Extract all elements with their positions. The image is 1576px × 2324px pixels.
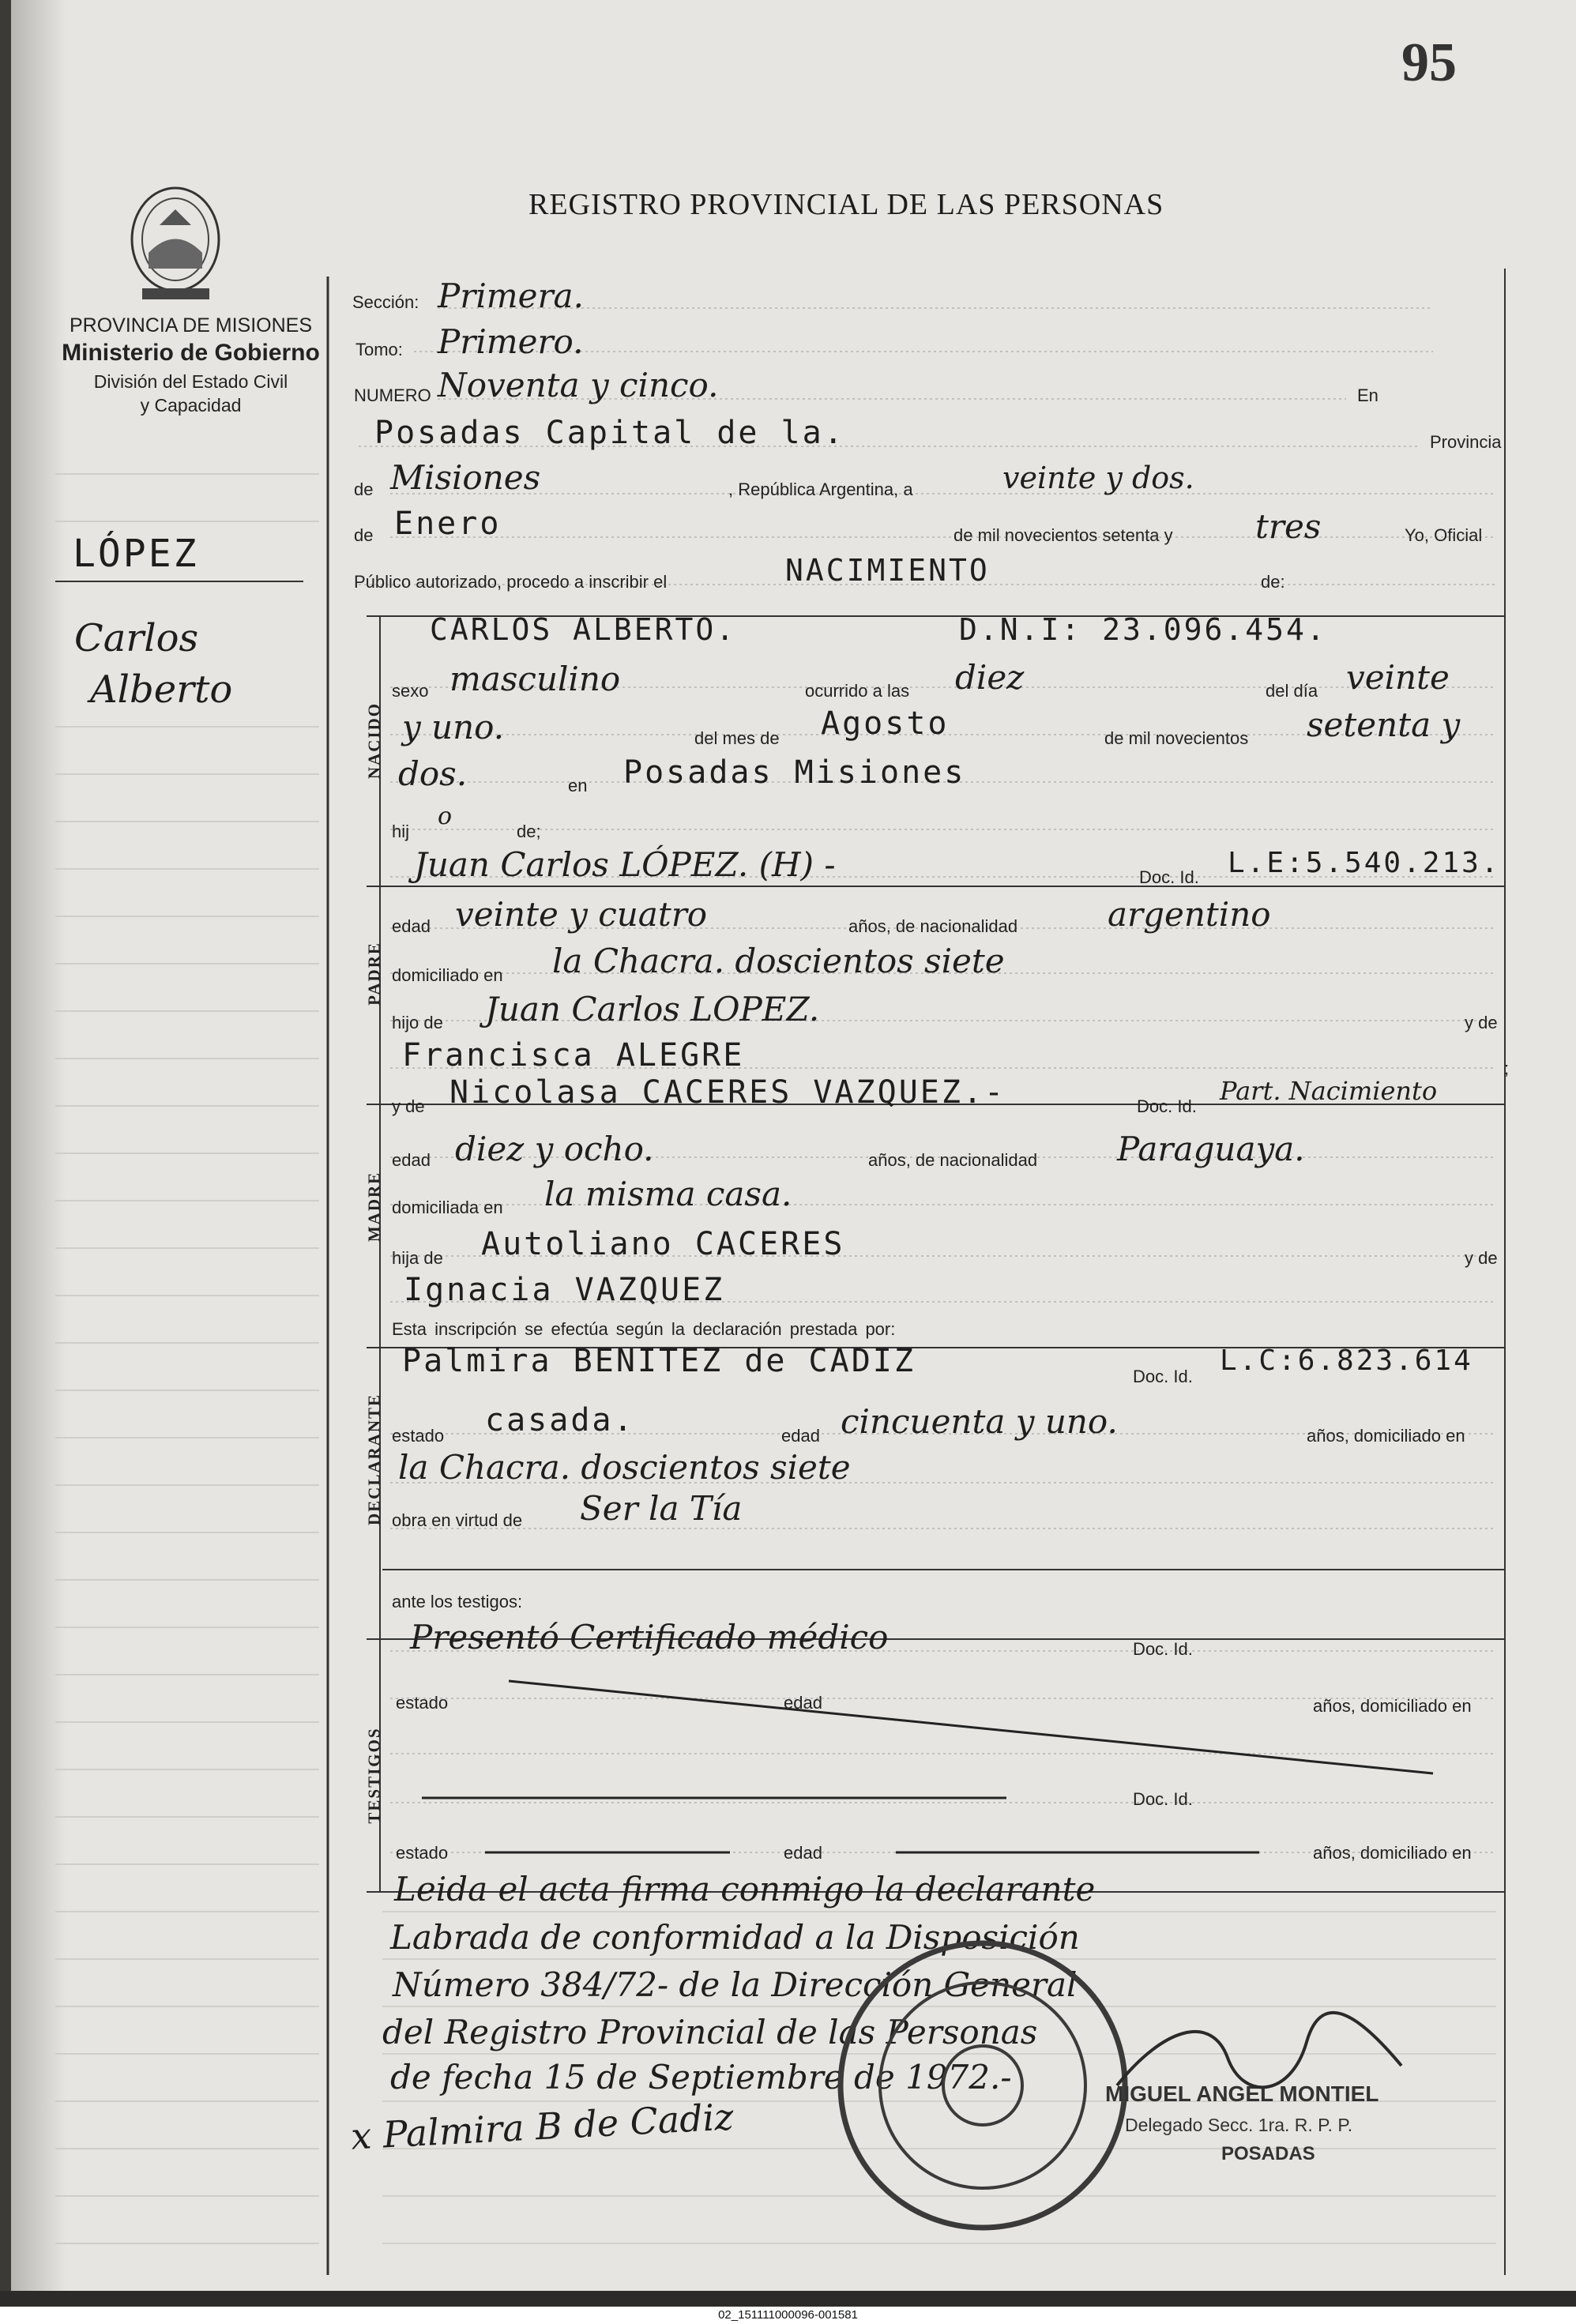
tomo-label: Tomo: — [355, 340, 403, 359]
padre-dom-label: domiciliado en — [392, 965, 503, 985]
closing-line-5: de fecha 15 de Septiembre de 1972.- — [390, 2058, 1012, 2096]
anio-value: tres — [1255, 507, 1322, 546]
padre-nacionalidad: argentino — [1108, 895, 1271, 934]
seccion-value: Primera. — [438, 276, 584, 315]
scan-footer — [0, 2291, 1576, 2324]
tomo-value: Primero. — [438, 322, 584, 361]
de-label-2: de — [354, 525, 374, 545]
padre-padre-de: Juan Carlos LOPEZ. — [485, 990, 820, 1029]
hij-label: hij — [392, 822, 410, 841]
declarante-domicilio: la Chacra. doscientos siete — [398, 1448, 851, 1487]
declarante-anios-label: años, domiciliado en — [1307, 1426, 1465, 1446]
dia-value: veinte y dos. — [1002, 461, 1194, 495]
mil-label: de mil novecientos — [1104, 728, 1249, 748]
testigo-1-estado-label: estado — [396, 1693, 449, 1713]
section-label-padre: PADRE — [364, 942, 384, 1006]
hij-de-label: de; — [517, 822, 541, 841]
margin-ruled-lines — [55, 474, 319, 2243]
mes-nacimiento: Agosto — [821, 705, 950, 742]
closing-line-3: Número 384/72- de la Dirección General — [393, 1965, 1078, 2004]
section-label-madre: MADRE — [364, 1171, 384, 1243]
madre-padre-de: Autoliano CACERES — [481, 1226, 845, 1262]
lugar-value: Posadas Capital de la. — [374, 415, 845, 451]
provincia-value: Misiones — [390, 458, 541, 497]
dia-nacimiento-2: y uno. — [402, 708, 505, 746]
margin-given-name-2: Alberto — [90, 667, 233, 712]
mes-value: Enero — [394, 506, 502, 542]
official-city: POSADAS — [1221, 2143, 1315, 2164]
declarante-obra-label: obra en virtud de — [392, 1510, 523, 1530]
madre-madre-de: Ignacia VAZQUEZ — [404, 1272, 725, 1308]
declarante-edad: cincuenta y uno. — [841, 1402, 1118, 1441]
nacido-dni: D.N.I: 23.096.454. — [959, 612, 1327, 647]
madre-doc: Part. Nacimiento — [1220, 1076, 1438, 1106]
testigo-1: Presentó Certificado médico — [410, 1618, 889, 1657]
republica-label: , República Argentina, a — [728, 479, 913, 499]
declarante-intro: Esta inscripción se efectúa según la declaración prestada por: — [392, 1319, 896, 1339]
madre-nac-label: años, de nacionalidad — [868, 1150, 1038, 1170]
numero-value: Noventa y cinco. — [438, 366, 719, 404]
emblem-province: PROVINCIA DE MISIONES — [69, 314, 312, 337]
mes-label: del mes de — [694, 728, 780, 748]
lugar-nacimiento: Posadas Misiones — [623, 754, 966, 791]
padre-madre-de: Francisca ALEGRE — [402, 1037, 745, 1074]
official-role: Delegado Secc. 1ra. R. P. P. — [1125, 2115, 1353, 2135]
dia-nacimiento: veinte — [1346, 658, 1450, 697]
sexo-label: sexo — [392, 681, 429, 701]
anio-nacimiento: setenta y — [1307, 705, 1461, 744]
provincia-label: Provincia — [1430, 432, 1502, 452]
testigo-2-doc-label: Doc. Id. — [1133, 1789, 1193, 1809]
padre-doc: L.E:5.540.213. — [1228, 847, 1501, 879]
section-label-nacido: NACIDO — [364, 701, 384, 780]
numero-label: NUMERO — [354, 385, 431, 405]
ocurrido-label: ocurrido a las — [805, 681, 910, 701]
madre-edad: diez y ocho. — [455, 1130, 654, 1168]
padre-edad: veinte y cuatro — [455, 895, 708, 934]
padre-hijo-label: hijo de — [392, 1013, 443, 1032]
madre-nombre: Nicolasa CACERES VAZQUEZ.- — [449, 1074, 1006, 1111]
madre-dom-label: domiciliada en — [392, 1198, 503, 1217]
margin-surname: LÓPEZ — [73, 532, 199, 576]
declarante-estado: casada. — [485, 1402, 635, 1438]
margin-given-name-1: Carlos — [74, 616, 199, 660]
tipo-value: NACIMIENTO — [785, 553, 990, 588]
province-coat-of-arms — [118, 178, 233, 304]
page-number: 95 — [1401, 32, 1457, 93]
padre-edad-label: edad — [392, 916, 431, 936]
madre-edad-label: edad — [392, 1150, 431, 1170]
emblem-division-2: y Capacidad — [140, 395, 242, 416]
padre-nombre: Juan Carlos LÓPEZ. (H) - — [414, 845, 836, 884]
padre-nac-label: años, de nacionalidad — [848, 916, 1018, 936]
sexo-value: masculino — [449, 660, 621, 698]
official-signature-scribble — [1101, 2010, 1417, 2097]
declarante-doc-label: Doc. Id. — [1133, 1367, 1193, 1386]
padre-domicilio: la Chacra. doscientos siete — [552, 942, 1005, 980]
nacido-nombre: CARLOS ALBERTO. — [430, 612, 737, 647]
closing-line-4: del Registro Provincial de las Personas — [382, 2013, 1038, 2051]
oficial-label: Yo, Oficial — [1405, 525, 1483, 545]
padre-semicolon: ; — [1504, 1059, 1510, 1078]
madre-nacionalidad: Paraguaya. — [1117, 1130, 1305, 1168]
publico-label: Público autorizado, procedo a inscribir el — [354, 572, 668, 592]
declarante-obra: Ser la Tía — [580, 1489, 743, 1528]
declarante-estado-label: estado — [392, 1426, 445, 1446]
del-dia-label: del día — [1266, 681, 1318, 701]
de-label: de — [354, 479, 374, 499]
testigo-2-estado-label: estado — [396, 1843, 449, 1863]
padre-y-de-label: y de — [1465, 1013, 1498, 1032]
madre-doc-label: Doc. Id. — [1137, 1096, 1197, 1116]
page-title: REGISTRO PROVINCIAL DE LAS PERSONAS — [528, 188, 1164, 221]
anio-label: de mil novecientos setenta y — [953, 525, 1173, 545]
padre-doc-label: Doc. Id. — [1139, 867, 1199, 887]
madre-y-de: y de — [1465, 1248, 1498, 1268]
emblem-ministry: Ministerio de Gobierno — [62, 340, 320, 366]
seccion-label: Sección: — [352, 292, 419, 312]
testigo-2-anios-label: años, domiciliado en — [1313, 1843, 1472, 1863]
testigo-1-anios-label: años, domiciliado en — [1313, 1696, 1472, 1716]
section-label-testigos: TESTIGOS — [364, 1727, 384, 1824]
scan-identifier: 02_151111000096-001581 — [0, 2307, 1576, 2324]
testigo-1-edad-label: edad — [784, 1693, 822, 1713]
testigo-2-edad-label: edad — [784, 1843, 822, 1863]
declarante-signature: x Palmira B de Cadiz — [349, 2095, 735, 2158]
official-name: MIGUEL ANGEL MONTIEL — [1105, 2081, 1379, 2106]
testigos-ante-label: ante los testigos: — [392, 1592, 523, 1611]
declarante-edad-label: edad — [781, 1426, 820, 1446]
anio-nacimiento-2: dos. — [398, 754, 468, 793]
madre-hija-label: hija de — [392, 1248, 443, 1268]
declarante-nombre: Palmira BENITEZ de CADIZ — [402, 1343, 916, 1379]
hora-value: diez — [955, 658, 1025, 697]
testigo-void-lines — [422, 1681, 1433, 1852]
en-label: En — [1357, 385, 1379, 405]
hij-suffix: o — [438, 803, 453, 830]
closing-line-1: Leida el acta firma conmigo la declarante — [394, 1870, 1096, 1908]
declarante-doc: L.C:6.823.614 — [1220, 1344, 1473, 1377]
emblem-division-1: División del Estado Civil — [93, 371, 288, 392]
official-round-stamp — [825, 1927, 1141, 2243]
madre-domicilio: la misma casa. — [544, 1175, 792, 1213]
madre-y-de-label: y de — [392, 1096, 425, 1116]
closing-line-2: Labrada de conformidad a la Disposición — [390, 1918, 1080, 1957]
lugar-nac-label: en — [568, 776, 588, 795]
de2-label: de: — [1261, 572, 1285, 592]
section-label-declarante: DECLARANTE — [364, 1393, 384, 1526]
registry-page — [11, 0, 1576, 2291]
testigo-1-doc-label: Doc. Id. — [1133, 1639, 1193, 1659]
